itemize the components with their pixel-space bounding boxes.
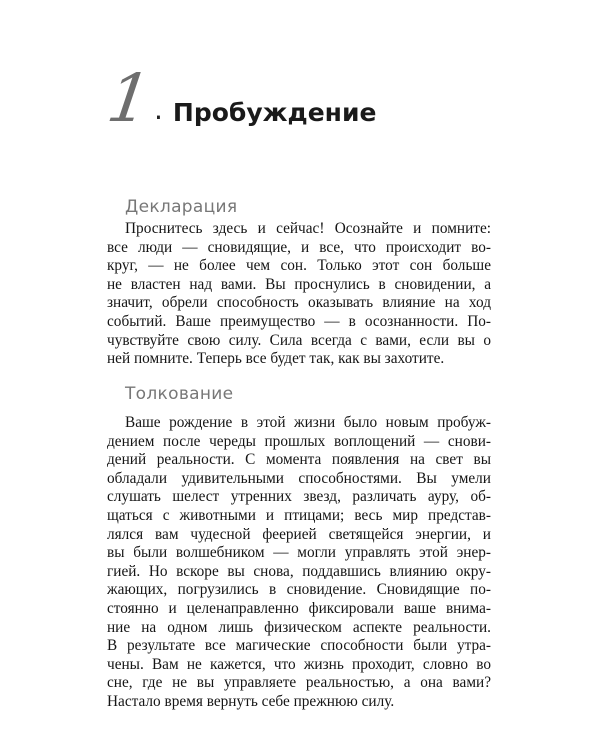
paragraph-line: стоянно и целенаправленно фиксировали ваше внима-: [107, 599, 491, 617]
paragraph-line: значит, обрели способность оказывать влияние на ход: [107, 294, 491, 312]
paragraph-line: слушать шелест утренних звезд, различать ауру, об-: [107, 488, 491, 506]
paragraph-line: лялся вам чудесной феерией светящейся энергии, и: [107, 525, 491, 543]
paragraph-line: Проснитесь здесь и сейчас! Осознайте и помните:: [125, 220, 491, 237]
paragraph-line: событий. Ваше преимущество — в осознанности. По-: [107, 312, 491, 330]
chapter-heading: [102, 60, 377, 137]
paragraph-line: гией. Но вскоре вы снова, поддавшись влиянию окру-: [107, 562, 491, 580]
paragraph-line: ние на одном лишь физическом аспекте реальности.: [107, 618, 491, 636]
declaration-paragraph: [107, 220, 491, 369]
paragraph-line: В результате все магические способности были утра-: [107, 637, 491, 655]
paragraph-line: чены. Вам не кажется, что жизнь проходит, словно во: [107, 655, 491, 673]
paragraph-line: Ваше рождение в этой жизни было новым пробуж-: [125, 414, 491, 431]
paragraph-line: Настало время вернуть себе прежнюю силу.: [107, 692, 395, 710]
paragraph-line: дений реальности. С момента появления на свет вы: [107, 451, 491, 469]
paragraph-line: щаться с животными и птицами; весь мир представ-: [107, 506, 491, 524]
paragraph-line: круг, — не более чем сон. Только этот сон больше: [107, 257, 491, 275]
paragraph-line: жающих, погрузились в сновидение. Сновидящие по-: [107, 581, 491, 599]
chapter-number-dot: .: [154, 93, 163, 126]
paragraph-line: чувствуйте свою силу. Сила всегда с вами, если вы о: [107, 331, 491, 349]
paragraph-line: ней помните. Теперь все будет так, как вы захотите.: [107, 350, 445, 368]
section-heading-interpretation: Толкование: [125, 384, 234, 404]
section-heading-declaration: Декларация: [125, 197, 238, 217]
paragraph-line: дением после череды прошлых воплощений — снови-: [107, 432, 491, 450]
paragraph-line: не властен над вами. Вы проснулись в сновидении, а: [107, 275, 491, 293]
chapter-number: 1: [102, 60, 156, 137]
chapter-title: Пробуждение: [172, 98, 377, 127]
paragraph-line: все люди — сновидящие, и все, что происходит во-: [107, 238, 491, 256]
paragraph-line: сне, где не вы управляете реальностью, а она вами?: [107, 674, 491, 692]
interpretation-paragraph: [107, 414, 491, 712]
paragraph-line: вы были волшебником — могли управлять этой энер-: [107, 544, 491, 562]
paragraph-line: обладали удивительными способностями. Вы умели: [107, 469, 491, 487]
